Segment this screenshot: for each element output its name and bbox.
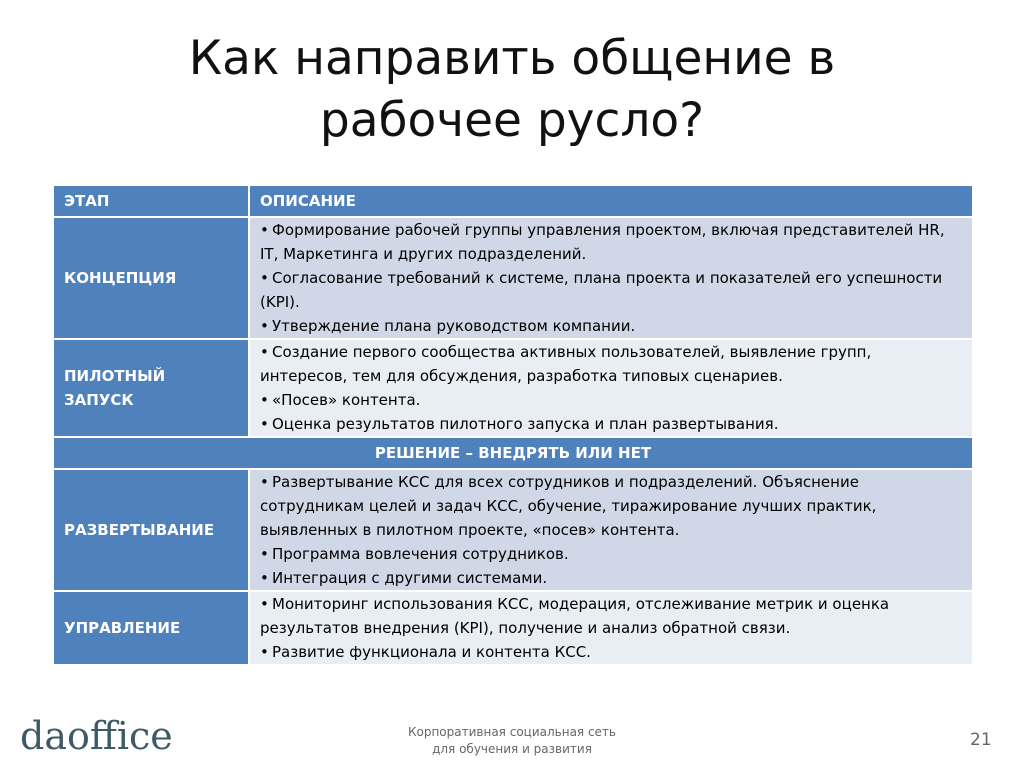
stages-table [52, 184, 974, 666]
footer-caption [340, 724, 684, 758]
page-number: 21 [970, 730, 992, 750]
bullet-glyph: • [260, 545, 269, 563]
description-item-text: Формирование рабочей группы управления проектом, включая представителей HR, IT, Маркетинга и других подразделений. [260, 221, 945, 263]
description-item-text: «Посев» контента. [272, 391, 421, 409]
bullet-glyph: • [260, 569, 269, 587]
footer-caption-line-2: для обучения и развития [432, 742, 592, 756]
description-item-text: Развитие функционала и контента КСС. [272, 643, 591, 661]
description-item-text: Интеграция с другими системами. [272, 569, 548, 587]
description-item-text: Развертывание КСС для всех сотрудников и подразделений. Объяснение сотрудникам целей и задач КСС, обучение, тиражирование лучших практик, выявленных в пилотном проекте, «посев» контента. [260, 473, 877, 539]
description-item [260, 218, 962, 266]
description-item [260, 388, 962, 412]
description-item-text: Согласование требований к системе, плана проекта и показателей его успешности (KPI). [260, 269, 943, 311]
bullet-glyph: • [260, 317, 269, 335]
description-item [260, 542, 962, 566]
description-item-text: Программа вовлечения сотрудников. [272, 545, 569, 563]
table-row-pilot [54, 340, 972, 436]
description-item [260, 470, 962, 542]
slide-title-line-2: рабочее русло? [319, 93, 705, 148]
stage-label: УПРАВЛЕНИЕ [54, 592, 248, 664]
description-item-text: Создание первого сообщества активных пользователей, выявление групп, интересов, тем для обсуждения, разработка типовых сценариев. [260, 343, 872, 385]
bullet-glyph: • [260, 473, 269, 491]
bullet-glyph: • [260, 343, 269, 361]
description-cell [250, 592, 972, 664]
description-item [260, 314, 962, 338]
bullet-glyph: • [260, 221, 269, 239]
table-row-management [54, 592, 972, 664]
description-list [260, 470, 962, 590]
description-item-text: Оценка результатов пилотного запуска и план развертывания. [272, 415, 779, 433]
description-cell [250, 218, 972, 338]
footer-caption-line-1: Корпоративная социальная сеть [407, 725, 616, 739]
bullet-glyph: • [260, 391, 269, 409]
slide-title [0, 28, 1024, 152]
bullet-glyph: • [260, 415, 269, 433]
description-item [260, 412, 962, 436]
description-item [260, 640, 962, 664]
stage-label: ПИЛОТНЫЙ ЗАПУСК [54, 340, 248, 436]
description-cell [250, 470, 972, 590]
table-row-rollout [54, 470, 972, 590]
stage-label: КОНЦЕПЦИЯ [54, 218, 248, 338]
table-header-row [54, 186, 972, 216]
description-item [260, 266, 962, 314]
description-list [260, 218, 962, 338]
description-item [260, 566, 962, 590]
decision-row [54, 438, 972, 468]
header-stage: ЭТАП [54, 186, 248, 216]
description-item [260, 340, 962, 388]
bullet-glyph: • [260, 269, 269, 287]
description-list [260, 340, 962, 436]
description-list [260, 592, 962, 664]
table-row-concept [54, 218, 972, 338]
bullet-glyph: • [260, 643, 269, 661]
stage-label: РАЗВЕРТЫВАНИЕ [54, 470, 248, 590]
header-description: ОПИСАНИЕ [250, 186, 972, 216]
description-item-text: Утверждение плана руководством компании. [272, 317, 636, 335]
daoffice-logo: daoffice [20, 714, 173, 758]
description-item [260, 592, 962, 640]
slide-title-line-1: Как направить общение в [188, 31, 836, 86]
description-cell [250, 340, 972, 436]
description-item-text: Мониторинг использования КСС, модерация, отслеживание метрик и оценка результатов внедрения (KPI), получение и анализ обратной связи. [260, 595, 890, 637]
decision-label: РЕШЕНИЕ – ВНЕДРЯТЬ ИЛИ НЕТ [54, 438, 972, 468]
bullet-glyph: • [260, 595, 269, 613]
